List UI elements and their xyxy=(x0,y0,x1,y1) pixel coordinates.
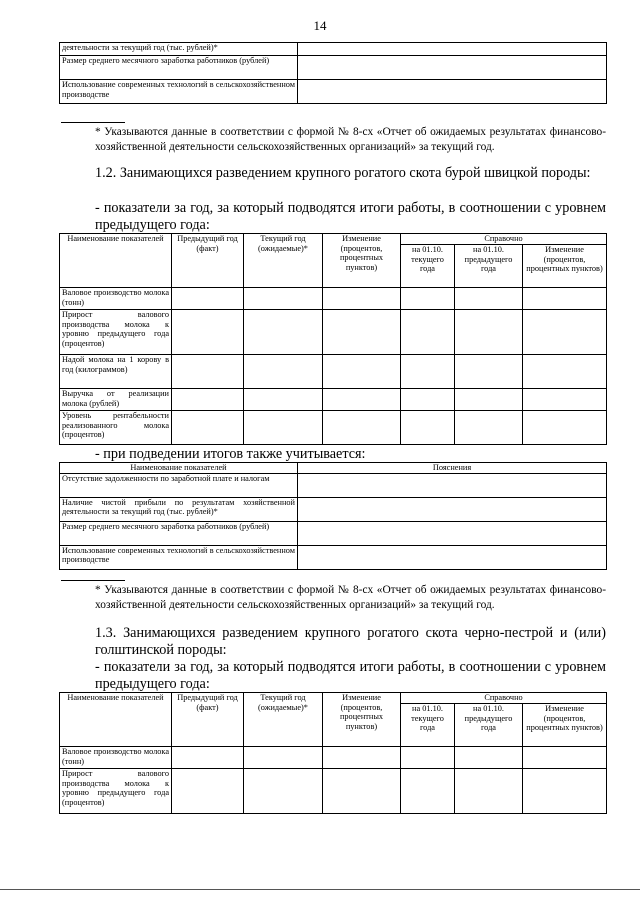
header-ref-change: Изменение (процентов, процентных пунктов) xyxy=(523,704,607,747)
row-label: Валовое производство молока (тонн) xyxy=(60,747,172,769)
table-row xyxy=(60,747,607,769)
row-label: Прирост валового производства молока к уровню предыдущего года (процентов) xyxy=(60,310,172,355)
table-cell: Использование современных технологий в сельскохозяйственном производстве xyxy=(60,80,298,104)
indicators-table-1-2 xyxy=(59,233,607,445)
table-row xyxy=(60,355,607,389)
header-ref-change: Изменение (процентов, процентных пунктов) xyxy=(523,245,607,288)
header-name: Наименование показателей xyxy=(60,693,172,747)
indicators-table-1-3 xyxy=(59,692,607,814)
table-cell xyxy=(298,56,607,80)
table-row xyxy=(60,310,607,355)
table-row xyxy=(60,769,607,814)
table-cell: Наличие чистой прибыли по результатам хозяйственной деятельности за текущий год (тыс. рублей)* xyxy=(60,497,298,521)
additional-table xyxy=(59,462,607,570)
table-cell: деятельности за текущий год (тыс. рублей)* xyxy=(60,43,298,56)
top-table xyxy=(59,42,607,104)
header-change: Изменение (процентов, процентных пунктов) xyxy=(323,234,401,288)
table-row xyxy=(60,288,607,310)
footnote-rule xyxy=(61,122,125,123)
header-cur-year: Текущий год (ожидаемые)* xyxy=(244,693,323,747)
footnote xyxy=(61,125,606,155)
section-subtitle-text: - показатели за год, за который подводятся итоги работы, в соотношении с уровнем предыдущего года: xyxy=(95,659,606,692)
header-reference: Справочно xyxy=(401,234,607,245)
header-notes: Пояснения xyxy=(298,463,607,474)
header-on-0110-prev: на 01.10. предыдущего года xyxy=(455,245,523,288)
page-number: 14 xyxy=(313,18,327,33)
header-name: Наименование показателей xyxy=(60,234,172,288)
header-name: Наименование показателей xyxy=(60,463,298,474)
header-reference: Справочно xyxy=(401,693,607,704)
row-label: Уровень рентабельности реализованного молока (процентов) xyxy=(60,411,172,445)
also-considered: - при подведении итогов также учитывается: xyxy=(95,446,366,462)
footnote-text: * Указываются данные в соответствии с формой № 8-сх «Отчет об ожидаемых результатах финансово-хозяйственной деятельности сельскохозяйственных организаций» за текущий год. xyxy=(95,584,606,611)
header-change: Изменение (процентов, процентных пунктов) xyxy=(323,693,401,747)
row-label: Выручка от реализации молока (рублей) xyxy=(60,389,172,411)
header-on-0110-cur: на 01.10. текущего года xyxy=(401,704,455,747)
row-label: Прирост валового производства молока к уровню предыдущего года (процентов) xyxy=(60,769,172,814)
section-1-3-subtitle xyxy=(61,659,606,693)
header-cur-year: Текущий год (ожидаемые)* xyxy=(244,234,323,288)
header-on-0110-prev: на 01.10. предыдущего года xyxy=(455,704,523,747)
section-title-text: 1.2. Занимающихся разведением крупного рогатого скота бурой швицкой породы: xyxy=(95,165,591,181)
table-cell: Размер среднего месячного заработка работников (рублей) xyxy=(60,521,298,545)
footnote-text: * Указываются данные в соответствии с формой № 8-сх «Отчет об ожидаемых результатах финансово-хозяйственной деятельности сельскохозяйственных организаций» за текущий год. xyxy=(95,126,606,153)
table-cell: Размер среднего месячного заработка работников (рублей) xyxy=(60,56,298,80)
section-1-3-title xyxy=(61,625,606,659)
row-label: Надой молока на 1 корову в год (килограммов) xyxy=(60,355,172,389)
section-subtitle-text: - показатели за год, за который подводятся итоги работы, в соотношении с уровнем предыдущего года: xyxy=(95,200,606,233)
section-1-2-subtitle xyxy=(61,200,606,234)
header-on-0110-cur: на 01.10. текущего года xyxy=(401,245,455,288)
table-row xyxy=(60,411,607,445)
table-row xyxy=(60,389,607,411)
footnote xyxy=(61,583,606,613)
section-1-2-title xyxy=(61,165,606,182)
footnote-rule xyxy=(61,580,125,581)
page-bottom-rule xyxy=(0,889,640,890)
header-prev-year: Предыдущий год (факт) xyxy=(172,693,244,747)
table-cell: Использование современных технологий в сельскохозяйственном производстве xyxy=(60,545,298,569)
table-cell: Отсутствие задолженности по заработной плате и налогам xyxy=(60,473,298,497)
row-label: Валовое производство молока (тонн) xyxy=(60,288,172,310)
table-cell xyxy=(298,43,607,56)
header-prev-year: Предыдущий год (факт) xyxy=(172,234,244,288)
section-title-text: 1.3. Занимающихся разведением крупного рогатого скота черно-пестрой и (или) голштинской породы: xyxy=(95,625,606,658)
table-cell xyxy=(298,80,607,104)
